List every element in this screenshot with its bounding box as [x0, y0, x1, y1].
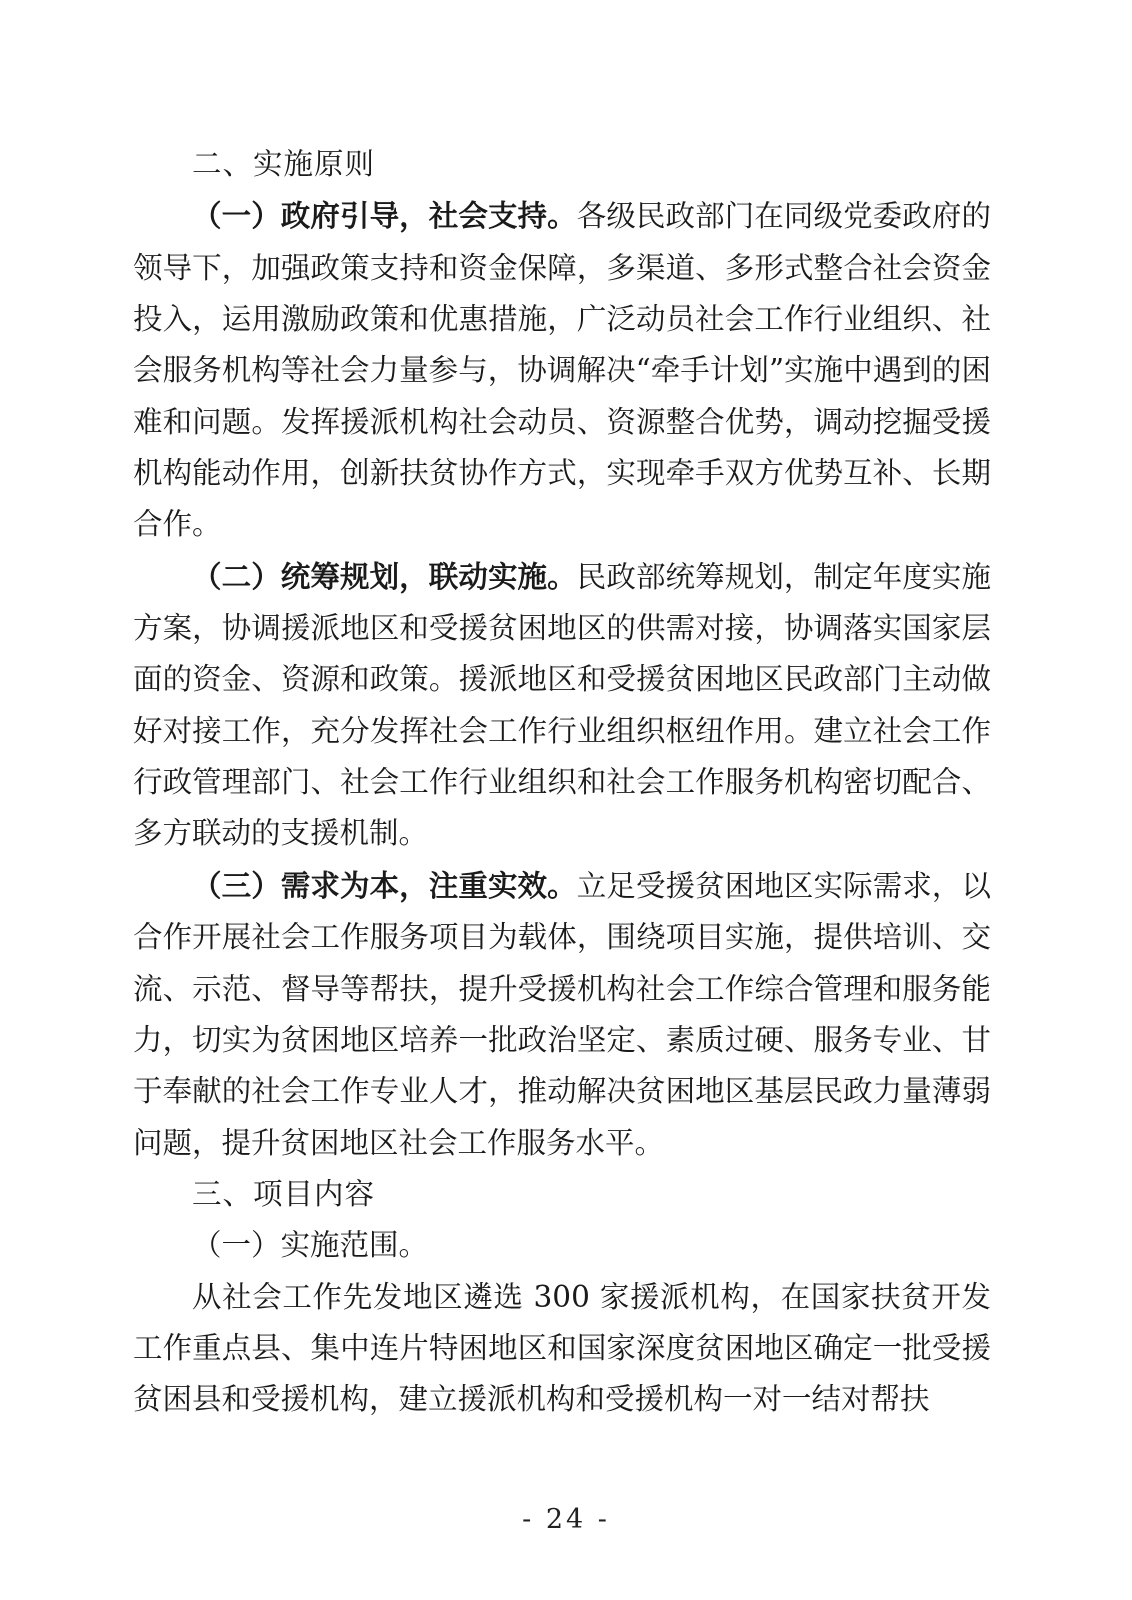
paragraph-body: 立足受援贫困地区实际需求，以合作开展社会工作服务项目为载体，围绕项目实施，提供培训、交流、示范、督导等帮扶，提升受援机构社会工作综合管理和服务能力，切实为贫困地区培养一批政治坚定、素质过硬、服务专业、甘于奉献的社会工作专业人才，推动解决贫困地区基层民政力量薄弱问题，提升贫困地区社会工作服务水平。 — [133, 868, 991, 1160]
paragraph-body: 各级民政部门在同级党委政府的领导下，加强政策支持和资金保障，多渠道、多形式整合社会资金投入，运用激励政策和优惠措施，广泛动员社会工作行业组织、社会服务机构等社会力量参与，协调解决“牵手计划”实施中遇到的困难和问题。发挥援派机构社会动员、资源整合优势，调动挖掘受援机构能动作用，创新扶贫协作方式，实现牵手双方优势互补、长期合作。 — [133, 199, 991, 542]
section-heading-implementation-principles: 二、实施原则 — [192, 147, 376, 181]
paragraph-lead: （三）需求为本，注重实效。 — [192, 867, 577, 903]
paragraph-overall-planning — [133, 551, 991, 860]
page-number: - 24 - — [522, 1504, 610, 1535]
paragraph-implementation-scope — [133, 1272, 991, 1426]
paragraph-body: 民政部统筹规划，制定年度实施方案，协调援派地区和受援贫困地区的供需对接，协调落实国家层面的资金、资源和政策。援派地区和受援贫困地区民政部门主动做好对接工作，充分发挥社会工作行业组织枢纽作用。建立社会工作行政管理部门、社会工作行业组织和社会工作服务机构密切配合、多方联动的支援机制。 — [133, 559, 991, 851]
subsection-heading-implementation-scope: （一）实施范围。 — [192, 1228, 429, 1263]
paragraph-body: 从社会工作先发地区遴选 300 家援派机构，在国家扶贫开发工作重点县、集中连片特困地区和国家深度贫困地区确定一批受援贫困县和受援机构，建立援派机构和受援机构一对一结对帮扶 — [133, 1279, 991, 1417]
paragraph-lead: （二）统筹规划，联动实施。 — [192, 558, 577, 594]
document-content — [133, 139, 991, 1426]
paragraph-lead: （一）政府引导，社会支持。 — [192, 198, 577, 234]
paragraph-government-guidance — [133, 190, 991, 550]
paragraph-needs-based — [133, 860, 991, 1169]
section-heading-project-content: 三、项目内容 — [192, 1176, 376, 1211]
